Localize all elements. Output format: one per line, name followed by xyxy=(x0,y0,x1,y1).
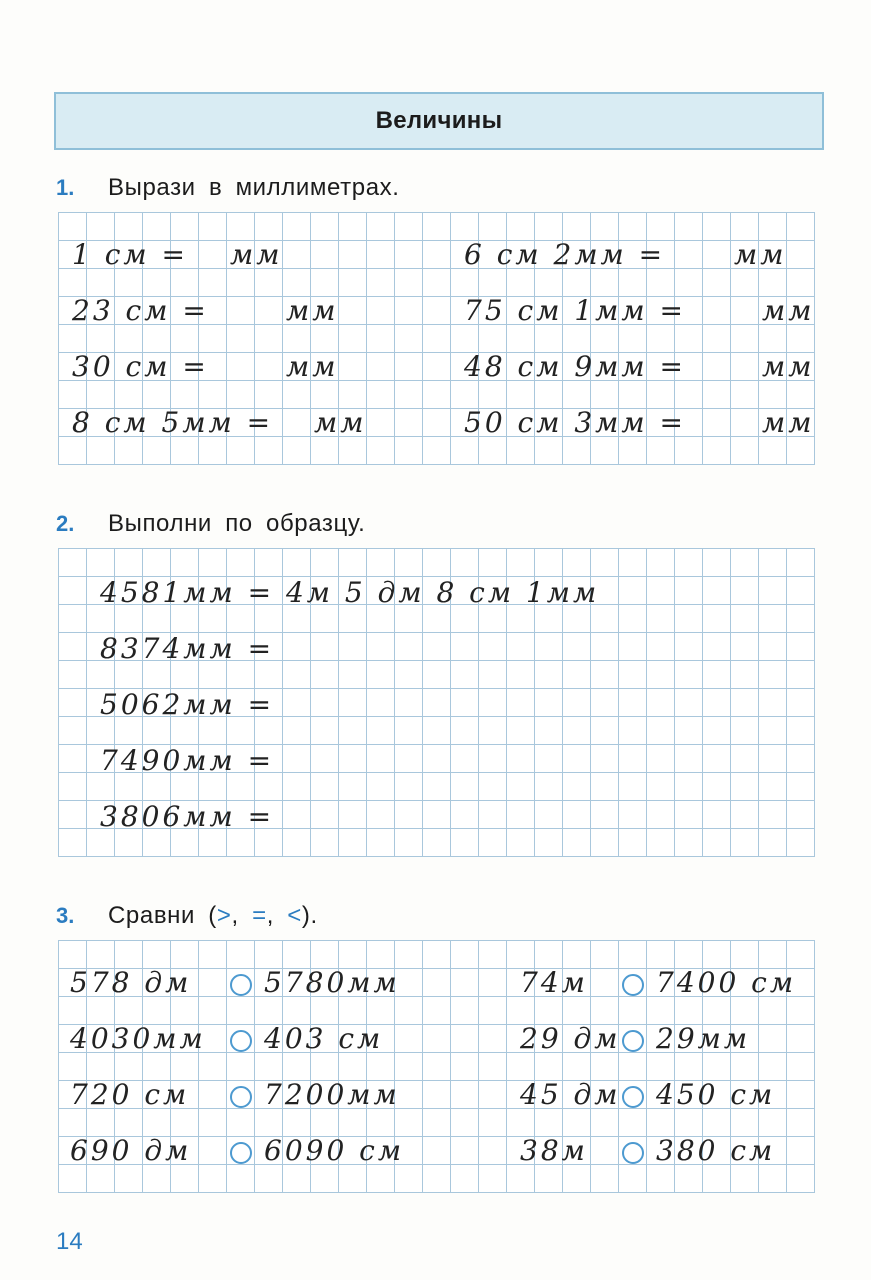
prompt-suffix: ). xyxy=(301,902,318,929)
exercise-line: 8374мм = xyxy=(100,632,275,665)
compare-circle[interactable] xyxy=(622,1030,644,1052)
prompt-prefix: Сравни ( xyxy=(108,902,217,929)
compare-left-value: 690 дм xyxy=(70,1134,192,1167)
section-title: Величины xyxy=(375,107,503,134)
task-prompt: Вырази в миллиметрах. xyxy=(108,174,400,201)
compare-circle[interactable] xyxy=(230,974,252,996)
task-number: 2. xyxy=(56,511,75,536)
exercise-line: 5062мм = xyxy=(100,688,275,721)
exercise-expression: 6 см 2мм = xyxy=(464,238,666,271)
exercise-unit: мм xyxy=(762,350,815,383)
greater-than-symbol: > xyxy=(216,902,232,929)
exercise-expression: 23 см = xyxy=(72,294,209,327)
task-prompt: Сравни (>, =, <). xyxy=(108,902,318,929)
page-number: 14 xyxy=(56,1228,83,1255)
exercise-unit: мм xyxy=(286,350,339,383)
exercise-unit: мм xyxy=(314,406,367,439)
exercise-expression: 75 см 1мм = xyxy=(464,294,686,327)
exercise-unit: мм xyxy=(734,238,787,271)
compare-left-value: 74м xyxy=(520,966,588,999)
compare-right-value: 380 см xyxy=(656,1134,776,1167)
compare-circle[interactable] xyxy=(622,974,644,996)
exercise-expression: 48 см 9мм = xyxy=(464,350,686,383)
compare-left-value: 4030мм xyxy=(70,1022,206,1055)
task-number: 3. xyxy=(56,903,75,928)
sample-line: 4581мм = 4м 5 дм 8 см 1мм xyxy=(100,576,600,609)
compare-left-value: 720 см xyxy=(70,1078,190,1111)
compare-circle[interactable] xyxy=(622,1086,644,1108)
compare-right-value: 450 см xyxy=(656,1078,776,1111)
compare-right-value: 5780мм xyxy=(264,966,400,999)
equals-symbol: = xyxy=(252,902,267,929)
exercise-unit: мм xyxy=(762,294,815,327)
exercise-expression: 50 см 3мм = xyxy=(464,406,686,439)
compare-circle[interactable] xyxy=(230,1142,252,1164)
exercise-expression: 30 см = xyxy=(72,350,209,383)
exercise-expression: 1 см = xyxy=(72,238,188,271)
compare-left-value: 45 дм xyxy=(520,1078,621,1111)
exercise-line: 3806мм = xyxy=(100,800,275,833)
compare-circle[interactable] xyxy=(230,1030,252,1052)
less-than-symbol: < xyxy=(287,902,302,929)
exercise-line: 7490мм = xyxy=(100,744,275,777)
compare-right-value: 403 см xyxy=(264,1022,384,1055)
compare-left-value: 578 дм xyxy=(70,966,192,999)
exercise-unit: мм xyxy=(762,406,815,439)
compare-circle[interactable] xyxy=(622,1142,644,1164)
compare-right-value: 7400 см xyxy=(656,966,797,999)
section-header xyxy=(54,92,824,150)
task-3-heading xyxy=(56,902,318,930)
task-number: 1. xyxy=(56,175,75,200)
task-1-heading xyxy=(56,174,400,202)
compare-left-value: 29 дм xyxy=(520,1022,621,1055)
compare-left-value: 38м xyxy=(520,1134,588,1167)
compare-right-value: 6090 см xyxy=(264,1134,405,1167)
task-2-heading xyxy=(56,510,365,538)
exercise-expression: 8 см 5мм = xyxy=(72,406,274,439)
exercise-unit: мм xyxy=(230,238,283,271)
compare-circle[interactable] xyxy=(230,1086,252,1108)
compare-right-value: 7200мм xyxy=(264,1078,400,1111)
exercise-unit: мм xyxy=(286,294,339,327)
task-prompt: Выполни по образцу. xyxy=(108,510,366,537)
compare-right-value: 29мм xyxy=(656,1022,751,1055)
